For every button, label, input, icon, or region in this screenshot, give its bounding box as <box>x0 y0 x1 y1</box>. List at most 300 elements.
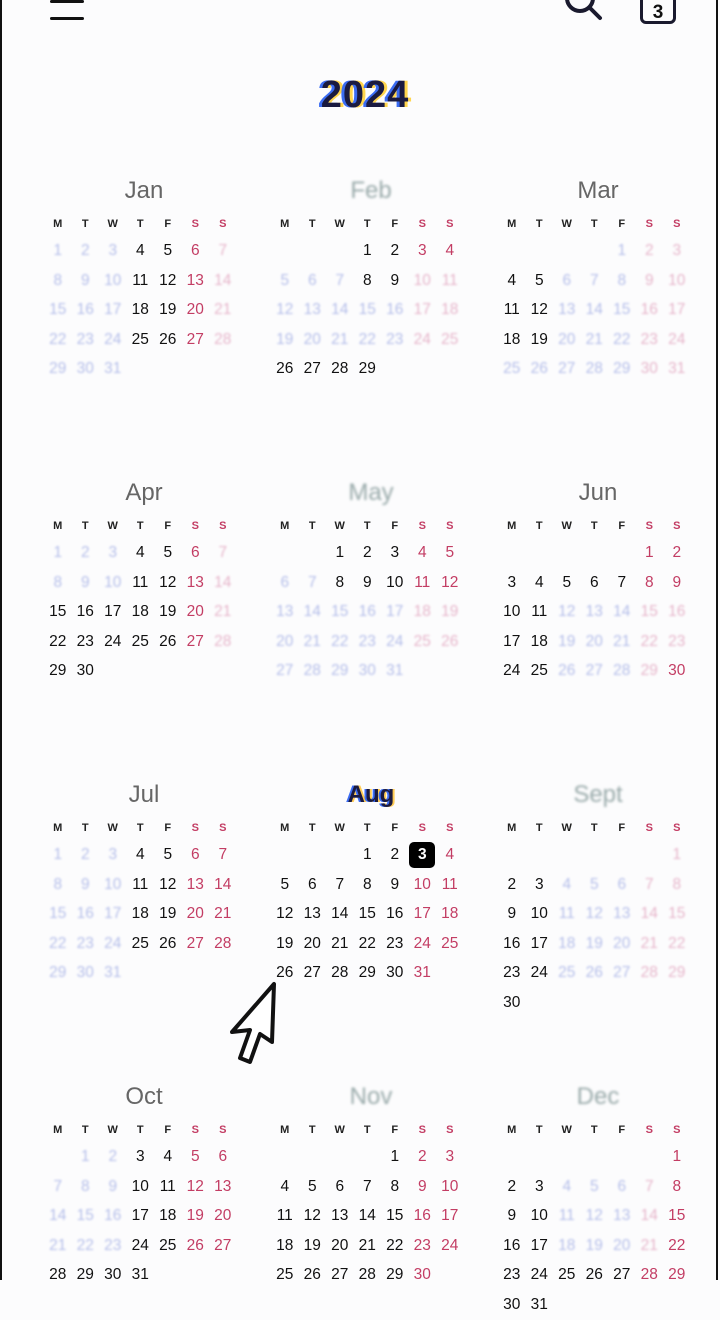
day-cell[interactable]: 2 <box>390 846 400 863</box>
day-cell[interactable]: 12 <box>276 905 294 923</box>
day-cell[interactable]: 21 <box>214 603 232 621</box>
day-cell[interactable]: 28 <box>214 330 232 348</box>
day-cell[interactable]: 4 <box>534 573 544 591</box>
day-cell[interactable]: 9 <box>362 573 372 591</box>
day-cell[interactable]: 9 <box>80 573 90 591</box>
day-cell[interactable]: 21 <box>358 1236 376 1254</box>
day-cell[interactable]: 14 <box>214 271 232 289</box>
day-cell[interactable]: 17 <box>530 1236 548 1254</box>
day-cell[interactable]: 3 <box>135 1148 145 1165</box>
day-cell[interactable]: 28 <box>585 360 603 378</box>
day-cell[interactable]: 25 <box>441 330 459 348</box>
day-cell[interactable]: 12 <box>186 1177 204 1195</box>
month-jan[interactable] <box>44 176 244 384</box>
day-cell[interactable]: 1 <box>53 242 63 259</box>
day-cell[interactable]: 9 <box>507 905 517 923</box>
month-title[interactable]: Jun <box>578 479 618 506</box>
day-cell[interactable]: 13 <box>303 301 321 319</box>
day-cell[interactable]: 7 <box>644 875 654 893</box>
day-cell[interactable]: 23 <box>76 330 94 348</box>
day-cell[interactable]: 16 <box>386 905 404 923</box>
day-cell[interactable]: 14 <box>214 875 232 893</box>
day-cell[interactable]: 16 <box>76 603 94 621</box>
day-cell[interactable]: 8 <box>335 573 345 591</box>
month-aug[interactable] <box>271 780 471 988</box>
day-cell[interactable]: 13 <box>558 301 576 319</box>
day-cell[interactable]: 13 <box>585 603 603 621</box>
day-cell[interactable]: 3 <box>108 544 118 561</box>
day-cell[interactable]: 27 <box>585 662 603 680</box>
day-cell[interactable]: 25 <box>131 934 149 952</box>
day-cell[interactable]: 22 <box>613 330 631 348</box>
day-cell[interactable]: 18 <box>558 934 576 952</box>
day-cell[interactable]: 17 <box>413 905 431 923</box>
day-cell[interactable]: 10 <box>413 875 431 893</box>
day-cell[interactable]: 5 <box>562 573 572 591</box>
day-cell[interactable]: 31 <box>131 1266 149 1284</box>
day-cell-today[interactable]: 3 <box>409 842 435 868</box>
today-button[interactable]: 3 <box>640 0 676 24</box>
day-cell[interactable]: 2 <box>362 544 372 561</box>
day-cell[interactable]: 28 <box>331 360 349 378</box>
day-cell[interactable]: 19 <box>303 1236 321 1254</box>
day-cell[interactable]: 30 <box>668 662 686 680</box>
day-cell[interactable]: 4 <box>417 544 427 561</box>
day-cell[interactable]: 7 <box>53 1177 63 1195</box>
day-cell[interactable]: 11 <box>276 1207 293 1225</box>
day-cell[interactable]: 29 <box>613 360 631 378</box>
day-cell[interactable]: 31 <box>386 662 404 680</box>
day-cell[interactable]: 23 <box>76 632 94 650</box>
month-title[interactable]: Aug <box>347 781 395 808</box>
day-cell[interactable]: 13 <box>276 603 294 621</box>
day-cell[interactable]: 28 <box>49 1266 67 1284</box>
day-cell[interactable]: 30 <box>76 360 94 378</box>
day-cell[interactable]: 12 <box>558 603 576 621</box>
day-cell[interactable]: 9 <box>417 1177 427 1195</box>
day-cell[interactable]: 21 <box>214 301 232 319</box>
month-jul[interactable] <box>44 780 244 988</box>
day-cell[interactable]: 19 <box>276 330 294 348</box>
day-cell[interactable]: 7 <box>362 1177 372 1195</box>
month-title[interactable]: Mar <box>577 177 619 204</box>
day-cell[interactable]: 26 <box>186 1236 204 1254</box>
day-cell[interactable]: 6 <box>218 1148 228 1165</box>
search-icon[interactable] <box>560 0 606 22</box>
day-cell[interactable]: 27 <box>613 964 631 982</box>
day-cell[interactable]: 31 <box>413 964 431 982</box>
day-cell[interactable]: 26 <box>585 1266 603 1284</box>
day-cell[interactable]: 8 <box>362 875 372 893</box>
day-cell[interactable]: 21 <box>331 330 349 348</box>
day-cell[interactable]: 25 <box>503 360 521 378</box>
day-cell[interactable]: 5 <box>280 271 290 289</box>
day-cell[interactable]: 6 <box>307 875 317 893</box>
day-cell[interactable]: 30 <box>104 1266 122 1284</box>
day-cell[interactable]: 18 <box>159 1207 177 1225</box>
day-cell[interactable]: 24 <box>386 632 404 650</box>
day-cell[interactable]: 18 <box>131 905 149 923</box>
day-cell[interactable]: 24 <box>131 1236 149 1254</box>
day-cell[interactable]: 28 <box>640 1266 658 1284</box>
day-cell[interactable]: 16 <box>640 301 658 319</box>
day-cell[interactable]: 9 <box>108 1177 118 1195</box>
day-cell[interactable]: 8 <box>80 1177 90 1195</box>
day-cell[interactable]: 26 <box>585 964 603 982</box>
day-cell[interactable]: 13 <box>186 573 204 591</box>
day-cell[interactable]: 11 <box>503 301 520 319</box>
day-cell[interactable]: 23 <box>386 934 404 952</box>
day-cell[interactable]: 12 <box>303 1207 321 1225</box>
day-cell[interactable]: 1 <box>390 1148 400 1165</box>
day-cell[interactable]: 10 <box>104 875 122 893</box>
day-cell[interactable]: 27 <box>186 934 204 952</box>
day-cell[interactable]: 8 <box>390 1177 400 1195</box>
day-cell[interactable]: 19 <box>159 603 177 621</box>
day-cell[interactable]: 20 <box>585 632 603 650</box>
day-cell[interactable]: 17 <box>668 301 686 319</box>
month-sept[interactable] <box>498 780 698 1018</box>
day-cell[interactable]: 4 <box>163 1148 173 1165</box>
day-cell[interactable]: 5 <box>589 875 599 893</box>
day-cell[interactable]: 4 <box>445 846 455 863</box>
day-cell[interactable]: 26 <box>558 662 576 680</box>
day-cell[interactable]: 14 <box>331 301 349 319</box>
day-cell[interactable]: 1 <box>53 846 63 863</box>
day-cell[interactable]: 13 <box>303 905 321 923</box>
day-cell[interactable]: 21 <box>214 905 232 923</box>
day-cell[interactable]: 26 <box>441 632 459 650</box>
day-cell[interactable]: 20 <box>276 632 294 650</box>
day-cell[interactable]: 17 <box>104 603 122 621</box>
day-cell[interactable]: 23 <box>386 330 404 348</box>
day-cell[interactable]: 1 <box>672 846 682 863</box>
day-cell[interactable]: 12 <box>159 875 177 893</box>
day-cell[interactable]: 3 <box>390 544 400 561</box>
day-cell[interactable]: 2 <box>644 242 654 259</box>
day-cell[interactable]: 29 <box>668 1266 686 1284</box>
day-cell[interactable]: 8 <box>53 875 63 893</box>
day-cell[interactable]: 14 <box>640 905 658 923</box>
day-cell[interactable]: 17 <box>441 1207 459 1225</box>
day-cell[interactable]: 8 <box>362 271 372 289</box>
day-cell[interactable]: 31 <box>104 964 122 982</box>
month-oct[interactable] <box>44 1082 244 1290</box>
day-cell[interactable]: 18 <box>413 603 431 621</box>
month-title[interactable]: Nov <box>349 1083 393 1110</box>
day-cell[interactable]: 30 <box>503 1295 521 1313</box>
day-cell[interactable]: 13 <box>613 905 631 923</box>
day-cell[interactable]: 22 <box>668 1236 686 1254</box>
day-cell[interactable]: 9 <box>390 875 400 893</box>
day-cell[interactable]: 6 <box>307 271 317 289</box>
day-cell[interactable]: 8 <box>672 1177 682 1195</box>
day-cell[interactable]: 22 <box>49 330 67 348</box>
day-cell[interactable]: 29 <box>640 662 658 680</box>
day-cell[interactable]: 11 <box>159 1177 176 1195</box>
day-cell[interactable]: 17 <box>530 934 548 952</box>
day-cell[interactable]: 15 <box>76 1207 94 1225</box>
day-cell[interactable]: 16 <box>413 1207 431 1225</box>
day-cell[interactable]: 24 <box>413 934 431 952</box>
day-cell[interactable]: 9 <box>80 271 90 289</box>
day-cell[interactable]: 21 <box>585 330 603 348</box>
month-title[interactable]: May <box>348 479 394 506</box>
day-cell[interactable]: 19 <box>441 603 459 621</box>
day-cell[interactable]: 22 <box>358 330 376 348</box>
day-cell[interactable]: 24 <box>441 1236 459 1254</box>
month-title[interactable]: Oct <box>125 1083 163 1110</box>
day-cell[interactable]: 20 <box>303 330 321 348</box>
day-cell[interactable]: 25 <box>441 934 459 952</box>
day-cell[interactable]: 24 <box>104 330 122 348</box>
day-cell[interactable]: 25 <box>131 330 149 348</box>
month-apr[interactable] <box>44 478 244 686</box>
day-cell[interactable]: 27 <box>303 360 321 378</box>
day-cell[interactable]: 20 <box>613 934 631 952</box>
day-cell[interactable]: 19 <box>530 330 548 348</box>
day-cell[interactable]: 11 <box>132 875 149 893</box>
day-cell[interactable]: 6 <box>190 846 200 863</box>
day-cell[interactable]: 6 <box>190 544 200 561</box>
day-cell[interactable]: 28 <box>640 964 658 982</box>
day-cell[interactable]: 2 <box>390 242 400 259</box>
day-cell[interactable]: 11 <box>414 573 431 591</box>
day-cell[interactable]: 19 <box>159 301 177 319</box>
day-cell[interactable]: 4 <box>507 271 517 289</box>
day-cell[interactable]: 15 <box>49 905 67 923</box>
day-cell[interactable]: 10 <box>668 271 686 289</box>
day-cell[interactable]: 22 <box>331 632 349 650</box>
day-cell[interactable]: 8 <box>644 573 654 591</box>
day-cell[interactable]: 27 <box>186 632 204 650</box>
day-cell[interactable]: 28 <box>358 1266 376 1284</box>
day-cell[interactable]: 22 <box>668 934 686 952</box>
day-cell[interactable]: 28 <box>303 662 321 680</box>
day-cell[interactable]: 27 <box>214 1236 232 1254</box>
day-cell[interactable]: 10 <box>441 1177 459 1195</box>
day-cell[interactable]: 30 <box>358 662 376 680</box>
day-cell[interactable]: 6 <box>617 875 627 893</box>
day-cell[interactable]: 27 <box>303 964 321 982</box>
day-cell[interactable]: 22 <box>640 632 658 650</box>
day-cell[interactable]: 10 <box>131 1177 149 1195</box>
day-cell[interactable]: 30 <box>76 662 94 680</box>
day-cell[interactable]: 29 <box>331 662 349 680</box>
day-cell[interactable]: 4 <box>135 544 145 561</box>
day-cell[interactable]: 27 <box>331 1266 349 1284</box>
day-cell[interactable]: 15 <box>49 301 67 319</box>
month-feb[interactable] <box>271 176 471 384</box>
day-cell[interactable]: 18 <box>530 632 548 650</box>
day-cell[interactable]: 18 <box>441 905 459 923</box>
day-cell[interactable]: 10 <box>530 905 548 923</box>
day-cell[interactable]: 28 <box>214 632 232 650</box>
day-cell[interactable]: 9 <box>507 1207 517 1225</box>
day-cell[interactable]: 21 <box>640 1236 658 1254</box>
day-cell[interactable]: 10 <box>503 603 521 621</box>
day-cell[interactable]: 3 <box>534 875 544 893</box>
day-cell[interactable]: 5 <box>163 242 173 259</box>
day-cell[interactable]: 26 <box>159 330 177 348</box>
day-cell[interactable]: 11 <box>441 875 458 893</box>
day-cell[interactable]: 26 <box>276 964 294 982</box>
day-cell[interactable]: 17 <box>386 603 404 621</box>
day-cell[interactable]: 29 <box>668 964 686 982</box>
day-cell[interactable]: 7 <box>617 573 627 591</box>
day-cell[interactable]: 20 <box>558 330 576 348</box>
day-cell[interactable]: 2 <box>80 242 90 259</box>
day-cell[interactable]: 15 <box>358 301 376 319</box>
day-cell[interactable]: 17 <box>104 905 122 923</box>
day-cell[interactable]: 28 <box>613 662 631 680</box>
hamburger-menu-icon[interactable] <box>50 0 86 24</box>
day-cell[interactable]: 19 <box>558 632 576 650</box>
day-cell[interactable]: 14 <box>640 1207 658 1225</box>
day-cell[interactable]: 21 <box>613 632 631 650</box>
day-cell[interactable]: 15 <box>668 905 686 923</box>
month-jun[interactable] <box>498 478 698 686</box>
day-cell[interactable]: 10 <box>530 1207 548 1225</box>
day-cell[interactable]: 16 <box>358 603 376 621</box>
day-cell[interactable]: 22 <box>49 934 67 952</box>
day-cell[interactable]: 5 <box>445 544 455 561</box>
day-cell[interactable]: 17 <box>413 301 431 319</box>
day-cell[interactable]: 2 <box>80 846 90 863</box>
day-cell[interactable]: 30 <box>503 993 521 1011</box>
day-cell[interactable]: 23 <box>358 632 376 650</box>
month-title[interactable]: Jan <box>124 177 164 204</box>
day-cell[interactable]: 21 <box>331 934 349 952</box>
day-cell[interactable]: 29 <box>386 1266 404 1284</box>
day-cell[interactable]: 9 <box>390 271 400 289</box>
day-cell[interactable]: 19 <box>159 905 177 923</box>
day-cell[interactable]: 15 <box>49 603 67 621</box>
day-cell[interactable]: 12 <box>159 271 177 289</box>
day-cell[interactable]: 10 <box>104 573 122 591</box>
day-cell[interactable]: 3 <box>672 242 682 259</box>
month-may[interactable] <box>271 478 471 686</box>
day-cell[interactable]: 8 <box>53 271 63 289</box>
day-cell[interactable]: 31 <box>668 360 686 378</box>
day-cell[interactable]: 1 <box>362 242 372 259</box>
day-cell[interactable]: 14 <box>214 573 232 591</box>
day-cell[interactable]: 30 <box>413 1266 431 1284</box>
day-cell[interactable]: 14 <box>613 603 631 621</box>
day-cell[interactable]: 28 <box>331 964 349 982</box>
day-cell[interactable]: 25 <box>558 1266 576 1284</box>
day-cell[interactable]: 29 <box>49 964 67 982</box>
day-cell[interactable]: 8 <box>53 573 63 591</box>
day-cell[interactable]: 20 <box>186 603 204 621</box>
day-cell[interactable]: 23 <box>503 1266 521 1284</box>
day-cell[interactable]: 22 <box>49 632 67 650</box>
day-cell[interactable]: 27 <box>558 360 576 378</box>
day-cell[interactable]: 31 <box>530 1295 548 1313</box>
day-cell[interactable]: 1 <box>644 544 654 561</box>
day-cell[interactable]: 7 <box>307 573 317 591</box>
day-cell[interactable]: 31 <box>104 360 122 378</box>
day-cell[interactable]: 11 <box>132 271 149 289</box>
day-cell[interactable]: 11 <box>132 573 149 591</box>
day-cell[interactable]: 14 <box>358 1207 376 1225</box>
day-cell[interactable]: 4 <box>562 875 572 893</box>
day-cell[interactable]: 13 <box>186 271 204 289</box>
day-cell[interactable]: 5 <box>163 846 173 863</box>
day-cell[interactable]: 20 <box>186 301 204 319</box>
day-cell[interactable]: 25 <box>159 1236 177 1254</box>
day-cell[interactable]: 20 <box>214 1207 232 1225</box>
month-dec[interactable] <box>498 1082 698 1320</box>
day-cell[interactable]: 16 <box>503 934 521 952</box>
day-cell[interactable]: 18 <box>558 1236 576 1254</box>
day-cell[interactable]: 10 <box>413 271 431 289</box>
day-cell[interactable]: 18 <box>276 1236 294 1254</box>
day-cell[interactable]: 5 <box>163 544 173 561</box>
day-cell[interactable]: 9 <box>80 875 90 893</box>
day-cell[interactable]: 16 <box>104 1207 122 1225</box>
day-cell[interactable]: 7 <box>644 1177 654 1195</box>
day-cell[interactable]: 5 <box>280 875 290 893</box>
day-cell[interactable]: 18 <box>503 330 521 348</box>
day-cell[interactable]: 3 <box>108 242 118 259</box>
day-cell[interactable]: 15 <box>613 301 631 319</box>
day-cell[interactable]: 25 <box>558 964 576 982</box>
day-cell[interactable]: 22 <box>76 1236 94 1254</box>
day-cell[interactable]: 14 <box>331 905 349 923</box>
day-cell[interactable]: 25 <box>530 662 548 680</box>
day-cell[interactable]: 26 <box>303 1266 321 1284</box>
day-cell[interactable]: 2 <box>417 1148 427 1165</box>
day-cell[interactable]: 24 <box>530 964 548 982</box>
day-cell[interactable]: 25 <box>131 632 149 650</box>
day-cell[interactable]: 30 <box>76 964 94 982</box>
day-cell[interactable]: 18 <box>131 301 149 319</box>
day-cell[interactable]: 11 <box>558 905 575 923</box>
day-cell[interactable]: 15 <box>640 603 658 621</box>
day-cell[interactable]: 7 <box>589 271 599 289</box>
day-cell[interactable]: 3 <box>445 1148 455 1165</box>
day-cell[interactable]: 16 <box>386 301 404 319</box>
day-cell[interactable]: 5 <box>190 1148 200 1165</box>
day-cell[interactable]: 10 <box>104 271 122 289</box>
day-cell[interactable]: 23 <box>104 1236 122 1254</box>
day-cell[interactable]: 17 <box>131 1207 149 1225</box>
day-cell[interactable]: 4 <box>562 1177 572 1195</box>
day-cell[interactable]: 27 <box>276 662 294 680</box>
day-cell[interactable]: 17 <box>503 632 521 650</box>
day-cell[interactable]: 7 <box>218 242 228 259</box>
day-cell[interactable]: 26 <box>159 632 177 650</box>
day-cell[interactable]: 7 <box>335 271 345 289</box>
day-cell[interactable]: 16 <box>503 1236 521 1254</box>
day-cell[interactable]: 14 <box>49 1207 67 1225</box>
day-cell[interactable]: 1 <box>335 544 345 561</box>
day-cell[interactable]: 19 <box>276 934 294 952</box>
day-cell[interactable]: 12 <box>276 301 294 319</box>
day-cell[interactable]: 16 <box>668 603 686 621</box>
day-cell[interactable]: 19 <box>585 1236 603 1254</box>
day-cell[interactable]: 1 <box>80 1148 90 1165</box>
month-title[interactable]: Jul <box>128 781 160 808</box>
day-cell[interactable]: 29 <box>358 360 376 378</box>
day-cell[interactable]: 2 <box>507 875 517 893</box>
day-cell[interactable]: 24 <box>104 934 122 952</box>
month-mar[interactable] <box>498 176 698 384</box>
day-cell[interactable]: 6 <box>190 242 200 259</box>
day-cell[interactable]: 5 <box>307 1177 317 1195</box>
day-cell[interactable]: 29 <box>49 662 67 680</box>
